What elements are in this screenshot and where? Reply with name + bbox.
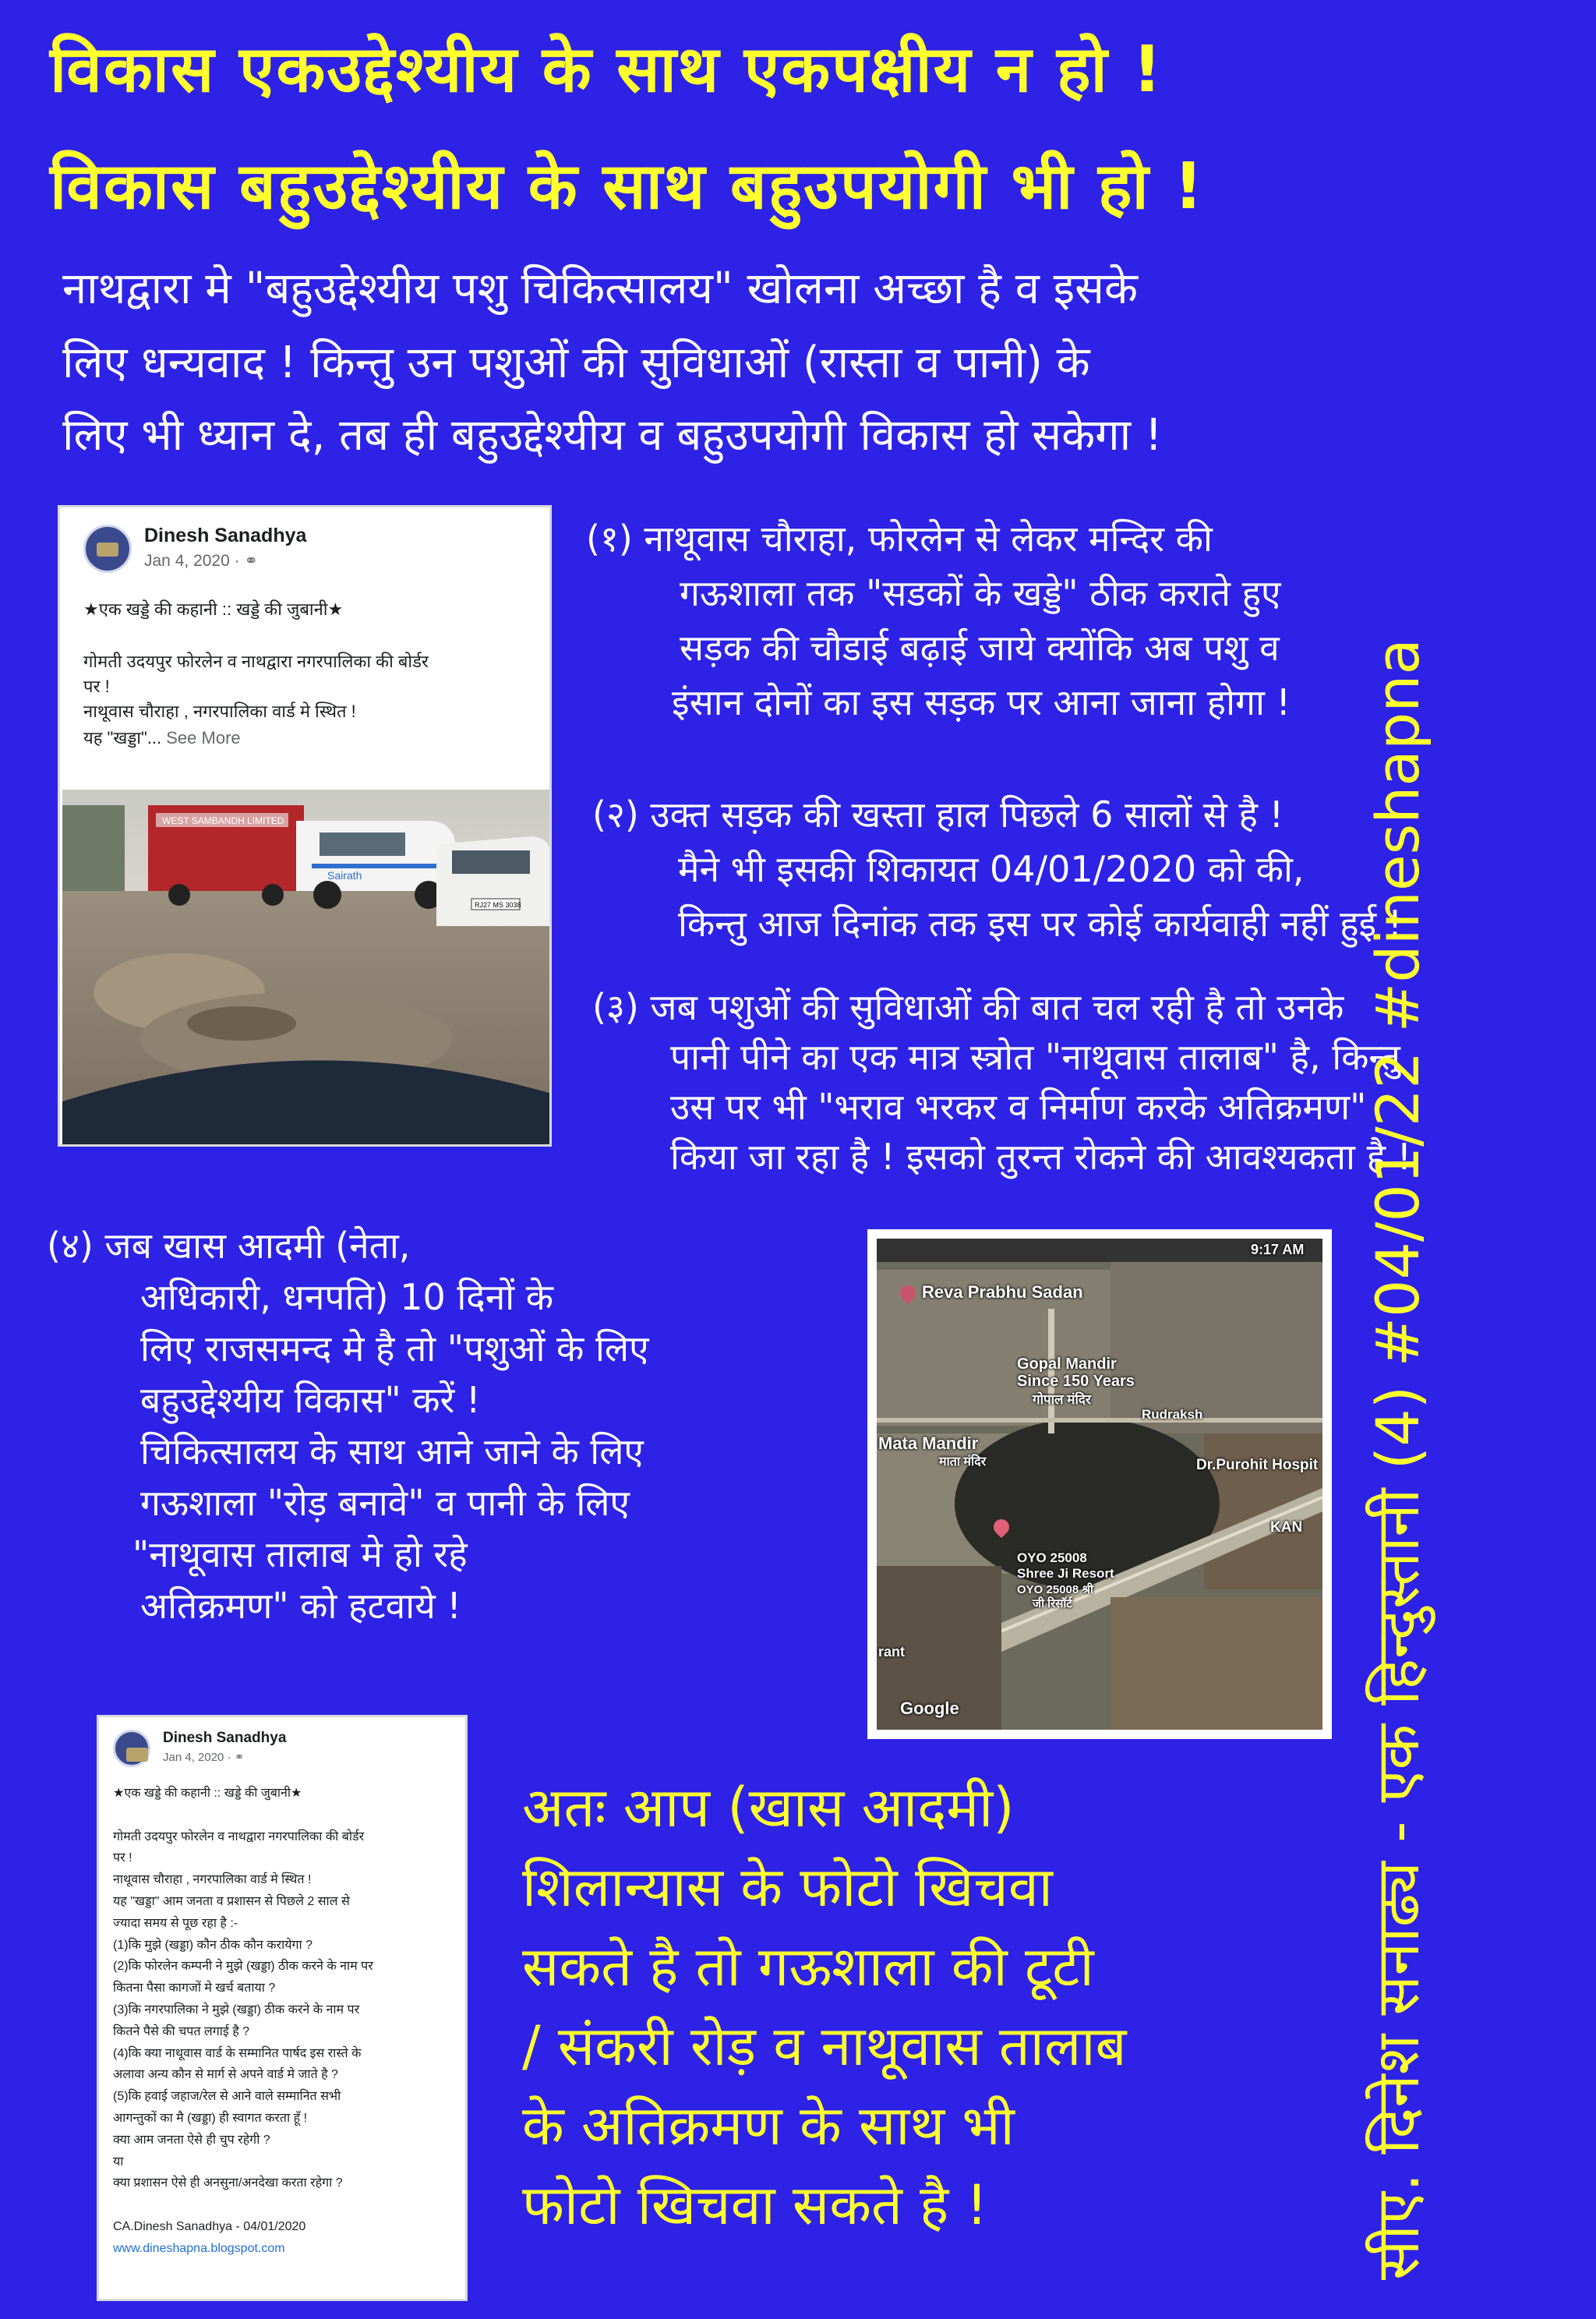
point-2-line-1: (२) उक्त सड़क की खस्ता हाल पिछले 6 सालों से है ! — [592, 794, 1284, 836]
post-author[interactable]: Dinesh Sanadhya — [144, 525, 307, 546]
avatar — [113, 1730, 150, 1767]
conclusion-line-6: फोटो खिचवा सकते है ! — [522, 2173, 988, 2237]
point-4-line-2: अधिकारी, धनपति) 10 दिनों के — [140, 1276, 554, 1318]
facebook-post-card-2[interactable] — [97, 1715, 468, 2301]
map-label-rant: rant — [878, 1644, 906, 1660]
headline-line-2: विकास बहुउद्देश्यीय के साथ बहुउपयोगी भी हो ! — [50, 150, 1205, 224]
post-excerpt: यह "खड्डा"... — [83, 728, 162, 748]
intro-line-3: लिए भी ध्यान दे, तब ही बहुउद्देश्यीय व बहुउपयोगी विकास हो सकेगा ! — [62, 410, 1163, 461]
facebook-post-card-1[interactable] — [58, 505, 552, 1147]
map-label-oyo-2: Shree Ji Resort — [1017, 1566, 1114, 1581]
post-line: कितने पैसे की चपत लगाई है ? — [113, 2024, 250, 2038]
post-line: या — [113, 2155, 124, 2169]
blog-link[interactable]: www.dineshapna.blogspot.com — [113, 2241, 285, 2255]
globe-icon: ⚭ — [244, 552, 259, 570]
point-3 — [592, 982, 1411, 1182]
post-body — [113, 1783, 373, 2260]
see-more-link[interactable]: See More — [161, 728, 241, 748]
post-line: ★एक खड्डे की कहानी :: खड्डे की जुबानी★ — [113, 1787, 302, 1800]
headline-line-1: विकास एकउद्देश्यीय के साथ एकपक्षीय न हो ! — [50, 33, 1163, 107]
point-4-line-6: गऊशाला "रोड़ बनावे" व पानी के लिए — [140, 1482, 630, 1524]
map-label-gopal: Gopal Mandir — [1017, 1356, 1117, 1373]
post-line: क्या प्रशासन ऐसे ही अनसुना/अनदेखा करता रहेगा ? — [113, 2176, 343, 2190]
map-label-mata-hi: माता मंदिर — [939, 1455, 987, 1469]
post-line: यह "खड्डा" आम जनता व प्रशासन से पिछले 2 साल से — [113, 1894, 350, 1908]
intro-line-2: लिए धन्यवाद ! किन्तु उन पशुओं की सुविधाओं (रास्ता व पानी) के — [62, 338, 1090, 388]
post-line: पर ! — [113, 1851, 132, 1865]
point-2-line-3: किन्तु आज दिनांक तक इस पर कोई कार्यवाही नहीं हुई ! — [678, 903, 1403, 945]
conclusion-line-5: के अतिक्रमण के साथ भी — [522, 2094, 1015, 2158]
post-text-line-1: ★एक खड्डे की कहानी :: खड्डे की जुबानी★ — [83, 599, 344, 619]
point-1-line-3: सड़क की चौडाई बढ़ाई जाये क्योंकि अब पशु व — [680, 627, 1280, 669]
conclusion-line-4: / संकरी रोड़ व नाथूवास तालाब — [522, 2014, 1127, 2078]
point-3-line-2: पानी पीने का एक मात्र स्त्रोत "नाथूवास तालाब" है, किन्तु — [670, 1036, 1400, 1078]
map-label-since: Since 150 Years — [1017, 1373, 1135, 1390]
point-4 — [47, 1220, 649, 1631]
post-date-text: Jan 4, 2020 · — [163, 1751, 235, 1764]
intro-line-1: नाथद्वारा मे "बहुउद्देश्यीय पशु चिकित्सालय" खोलना अच्छा है व इसके — [62, 263, 1138, 314]
point-4-line-3: लिए राजसमन्द मे है तो "पशुओं के लिए — [140, 1327, 649, 1370]
point-1 — [586, 511, 1291, 730]
post-text-line-3: पर ! — [83, 677, 110, 696]
post-text-line-5 — [83, 726, 241, 749]
point-1-line-4: इंसान दोनों का इस सड़क पर आना जाना होगा ! — [672, 681, 1291, 723]
post-line: गोमती उदयपुर फोरलेन व नाथद्वारा नगरपालिका की बोर्डर — [113, 1829, 365, 1844]
post-line: (4)कि क्या नाथूवास वार्ड के सम्मानित पार्षद इस रास्ते के — [113, 2046, 362, 2060]
map-label-rudraksh: Rudraksh — [1142, 1407, 1203, 1422]
point-4-line-5: चिकित्सालय के साथ आने जाने के लिए — [140, 1430, 644, 1472]
point-4-line-7: "नाथूवास तालाब मे हो रहे — [132, 1533, 468, 1575]
point-3-line-1: (३) जब पशुओं की सुविधाओं की बात चल रही है तो उनके — [592, 986, 1344, 1028]
post-line: (1)कि मुझे (खड्डा) कौन ठीक कौन करायेगा ? — [113, 1938, 312, 1952]
map-status-time: 9:17 AM — [1251, 1242, 1305, 1257]
avatar — [83, 525, 132, 573]
post-line — [113, 1805, 373, 1826]
post-line: आगन्तुकों का मै (खड्डा) ही स्वागत करता हूँ ! — [113, 2111, 308, 2125]
map-label-kan: KAN — [1270, 1519, 1303, 1536]
post-text-line-4: नाथूवास चौराहा , नगरपालिका वार्ड मे स्थित ! — [83, 702, 356, 721]
map-label-purohit: Dr.Purohit Hospit — [1196, 1457, 1319, 1473]
point-2-line-2: मैने भी इसकी शिकायत 04/01/2020 को की, — [678, 848, 1305, 890]
post-line: नाथूवास चौराहा , नगरपालिका वार्ड मे स्थित ! — [113, 1873, 312, 1887]
map-terrain — [877, 1239, 1322, 1730]
post-date — [163, 1750, 244, 1764]
conclusion-line-2: शिलान्यास के फोटो खिचवा — [522, 1855, 1053, 1919]
post-author[interactable]: Dinesh Sanadhya — [163, 1730, 287, 1746]
point-2 — [592, 787, 1402, 951]
globe-icon: ⚭ — [234, 1751, 245, 1764]
post-line: (3)कि नगरपालिका ने मुझे (खड्डा) ठीक करने के नाम पर — [113, 2003, 360, 2017]
point-1-line-1: (१) नाथूवास चौराहा, फोरलेन से लेकर मन्दिर की — [586, 518, 1213, 560]
map-label-reva: Reva Prabhu Sadan — [922, 1282, 1083, 1302]
post-line: अलावा अन्य कौन से मार्ग से अपने वार्ड मे जाते है ? — [113, 2068, 338, 2082]
map-label-mata: Mata Mandir — [878, 1433, 979, 1453]
map-label-oyo-4: जी रिसॉर्ट — [1033, 1597, 1072, 1610]
post-date-text: Jan 4, 2020 · — [144, 552, 245, 570]
post-line: (5)कि हवाई जहाज/रेल से आने वाले सम्मानित सभी — [113, 2090, 341, 2104]
point-3-line-4: किया जा रहा है ! इसको तुरन्त रोकने की आवश्यकता है ! — [670, 1136, 1412, 1178]
pothole-road-photo — [62, 790, 552, 1147]
point-4-line-8: अतिक्रमण" को हटवाये ! — [140, 1585, 461, 1627]
post-date — [144, 551, 258, 571]
map-label-oyo-3: OYO 25008 श्री — [1017, 1583, 1093, 1596]
post-line: क्या आम जनता ऐसे ही चुप रहेगी ? — [113, 2133, 270, 2147]
author-signature-vertical: सीए. दिनेश सनाढ्य - एक हिन्दुस्तानी (4) #04/01/22 #dineshapna — [1363, 638, 1432, 2280]
conclusion-line-1: अतः आप (खास आदमी) — [522, 1776, 1015, 1840]
point-1-line-2: गऊशाला तक "सडकों के खड्डे" ठीक कराते हुए — [680, 572, 1281, 614]
post-line: (2)कि फोरलेन कम्पनी ने मुझे (खड्डा) ठीक करने के नाम पर — [113, 1960, 373, 1974]
point-4-line-4: बहुउद्देश्यीय विकास" करें ! — [140, 1379, 481, 1421]
map-label-gopal-hi: गोपाल मंदिर — [1033, 1392, 1091, 1407]
point-3-line-3: उस पर भी "भराव भरकर व निर्माण करके अतिक्रमण" — [670, 1086, 1367, 1128]
google-logo: Google — [900, 1699, 959, 1718]
license-plate: RJ27 MS 3038 — [475, 901, 521, 909]
point-4-line-1: (४) जब खास आदमी (नेता, — [47, 1225, 411, 1267]
van-text: Sairath — [327, 869, 362, 882]
post-line: CA.Dinesh Sanadhya - 04/01/2020 — [113, 2219, 306, 2233]
satellite-map-photo — [867, 1229, 1332, 1739]
post-text-line-2: गोमती उदयपुर फोरलेन व नाथद्वारा नगरपालिका की बोर्डर — [83, 652, 429, 671]
conclusion-line-3: सकते है तो गऊशाला की टूटी — [522, 1935, 1094, 1999]
truck-text: WEST SAMBANDH LIMITED — [162, 815, 284, 826]
post-line: ज्यादा समय से पूछ रहा है :- — [113, 1916, 238, 1930]
post-line: कितना पैसा कागजों मे खर्च बताया ? — [113, 1981, 276, 1996]
map-label-oyo-1: OYO 25008 — [1017, 1550, 1087, 1565]
post-line — [113, 2194, 373, 2216]
pothole-scene — [62, 790, 552, 1147]
